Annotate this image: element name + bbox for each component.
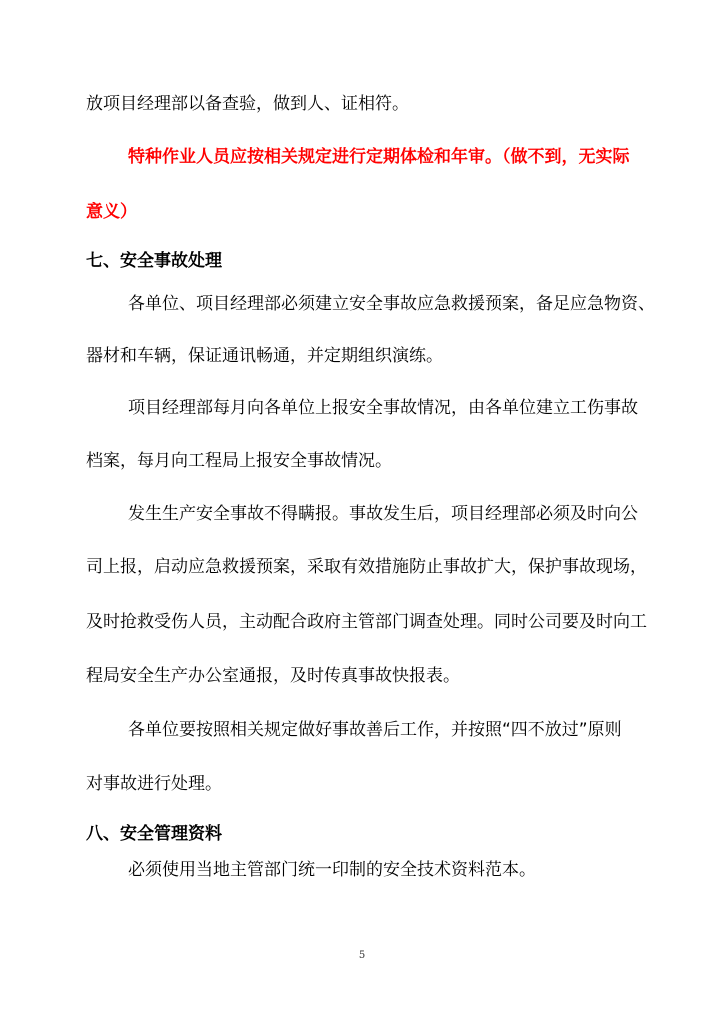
paragraph-line: 发生生产安全事故不得瞒报。事故发生后，项目经理部必须及时向公 — [128, 504, 638, 524]
paragraph-line: 项目经理部每月向各单位上报安全事故情况，由各单位建立工伤事故 — [128, 398, 638, 418]
paragraph-line: 对事故进行处理。 — [86, 774, 222, 794]
paragraph-line: 档案，每月向工程局上报安全事故情况。 — [86, 451, 392, 471]
paragraph-line: 放项目经理部以备查验，做到人、证相符。 — [86, 94, 409, 114]
page-number: 5 — [358, 950, 366, 961]
paragraph-line: 各单位、项目经理部必须建立安全事故应急救援预案，备足应急物资、 — [128, 294, 655, 314]
paragraph-line: 器材和车辆，保证通讯畅通，并定期组织演练。 — [86, 346, 443, 366]
section-heading: 八、安全管理资料 — [86, 824, 222, 844]
paragraph-line: 程局安全生产办公室通报，及时传真事故快报表。 — [86, 666, 460, 686]
paragraph-line: 司上报，启动应急救援预案，采取有效措施防止事故扩大，保护事故现场， — [86, 557, 647, 577]
highlighted-paragraph-line: 特种作业人员应按相关规定进行定期体检和年审。（做不到，无实际 — [128, 147, 630, 167]
paragraph-line: 及时抢救受伤人员，主动配合政府主管部门调查处理。同时公司要及时向工 — [86, 612, 647, 632]
section-heading: 七、安全事故处理 — [86, 251, 222, 271]
paragraph-line: 必须使用当地主管部门统一印制的安全技术资料范本。 — [128, 860, 536, 880]
paragraph-line: 各单位要按照相关规定做好事故善后工作，并按照“四不放过”原则 — [128, 720, 622, 740]
highlighted-paragraph-line: 意义） — [86, 202, 137, 222]
